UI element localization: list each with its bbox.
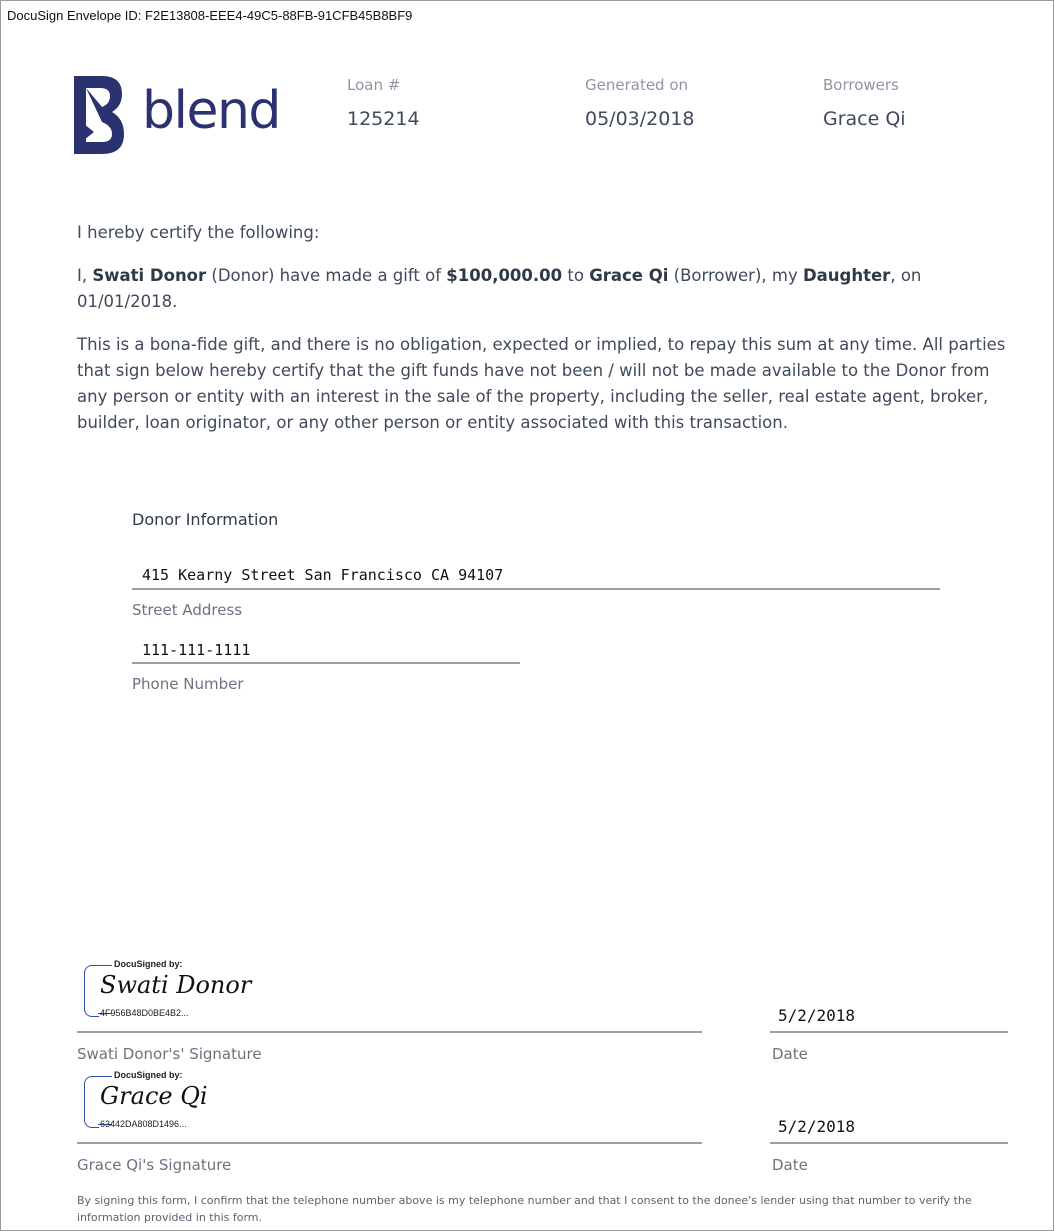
- donor-signature-line: [77, 1031, 702, 1033]
- donor-signature-label: Swati Donor's' Signature: [77, 1045, 262, 1063]
- generated-on-value: 05/03/2018: [585, 108, 695, 130]
- donor-name: Swati Donor: [92, 266, 207, 285]
- gift-date: 01/01/2018: [77, 292, 173, 311]
- generated-on-label: Generated on: [585, 76, 689, 94]
- borrower-signature-id: 63442DA808D1496...: [100, 1119, 187, 1129]
- borrower-signature: Grace Qi: [100, 1082, 208, 1110]
- donor-date-label: Date: [772, 1045, 808, 1063]
- docusign-envelope-id: DocuSign Envelope ID: F2E13808-EEE4-49C5-88FB-91CFB45B8BF9: [7, 8, 413, 23]
- borrowers-block: [823, 76, 906, 130]
- gift-text: I,: [77, 266, 93, 285]
- relationship: Daughter: [802, 266, 891, 285]
- docusign-bracket-tick: [98, 1076, 112, 1077]
- docusigned-by-label: DocuSigned by:: [114, 959, 183, 969]
- gift-text: , on: [890, 266, 922, 285]
- blend-wordmark: blend: [142, 81, 280, 141]
- borrowers-value: Grace Qi: [823, 108, 906, 130]
- docusign-bracket: [84, 1076, 99, 1128]
- donor-signature: Swati Donor: [100, 971, 252, 999]
- borrower-signature-line: [77, 1142, 702, 1144]
- street-address-label: Street Address: [132, 601, 243, 619]
- phone-number-value: 111-111-1111: [142, 641, 251, 659]
- gift-text: (Donor) have made a gift of: [206, 266, 447, 285]
- loan-number-block: [347, 76, 420, 130]
- donor-signature-stamp: [84, 961, 254, 1019]
- docusign-bracket-tick: [98, 965, 112, 966]
- borrowers-label: Borrowers: [823, 76, 899, 94]
- loan-number-value: 125214: [347, 108, 420, 130]
- donor-signature-date: 5/2/2018: [778, 1006, 856, 1025]
- generated-on-block: [585, 76, 695, 130]
- street-address-line: [132, 588, 940, 590]
- borrower-signature-date: 5/2/2018: [778, 1117, 856, 1136]
- blend-logo: [72, 72, 280, 156]
- borrower-date-label: Date: [772, 1156, 808, 1174]
- donor-date-line: [770, 1031, 1008, 1033]
- gift-text: to: [562, 266, 590, 285]
- borrower-signature-label: Grace Qi's Signature: [77, 1156, 232, 1174]
- docusigned-by-label: DocuSigned by:: [114, 1070, 183, 1080]
- blend-mark-icon: [72, 72, 126, 156]
- certify-intro: I hereby certify the following:: [77, 223, 320, 242]
- loan-number-label: Loan #: [347, 76, 401, 94]
- borrower-signature-stamp: [84, 1072, 254, 1130]
- gift-text: (Borrower), my: [668, 266, 803, 285]
- bona-fide-paragraph: This is a bona-fide gift, and there is no obligation, expected or implied, to repay this sum at any time. All parties that sign below hereby certify that the gift funds have not been / will not be made available to the Donor from any person or entity with an interest in the sale of the property, including the seller, real estate agent, broker, builder, loan originator, or any other person or entity associated with this transaction.: [77, 335, 1006, 432]
- phone-number-label: Phone Number: [132, 675, 244, 693]
- phone-number-line: [132, 662, 520, 664]
- gift-statement: [77, 263, 1022, 315]
- docusign-bracket: [84, 965, 99, 1017]
- consent-footer-note: By signing this form, I confirm that the telephone number above is my telephone number and that I consent to the donee's lender using that number to verify the information provided in this form.: [77, 1194, 972, 1224]
- borrower-date-line: [770, 1142, 1008, 1144]
- gift-text: .: [172, 292, 178, 311]
- gift-amount: $100,000.00: [446, 266, 563, 285]
- donor-signature-id: 4F956B48D0BE4B2...: [100, 1008, 189, 1018]
- street-address-value: 415 Kearny Street San Francisco CA 94107: [142, 566, 504, 584]
- borrower-name: Grace Qi: [589, 266, 669, 285]
- donor-information-title: Donor Information: [132, 510, 279, 529]
